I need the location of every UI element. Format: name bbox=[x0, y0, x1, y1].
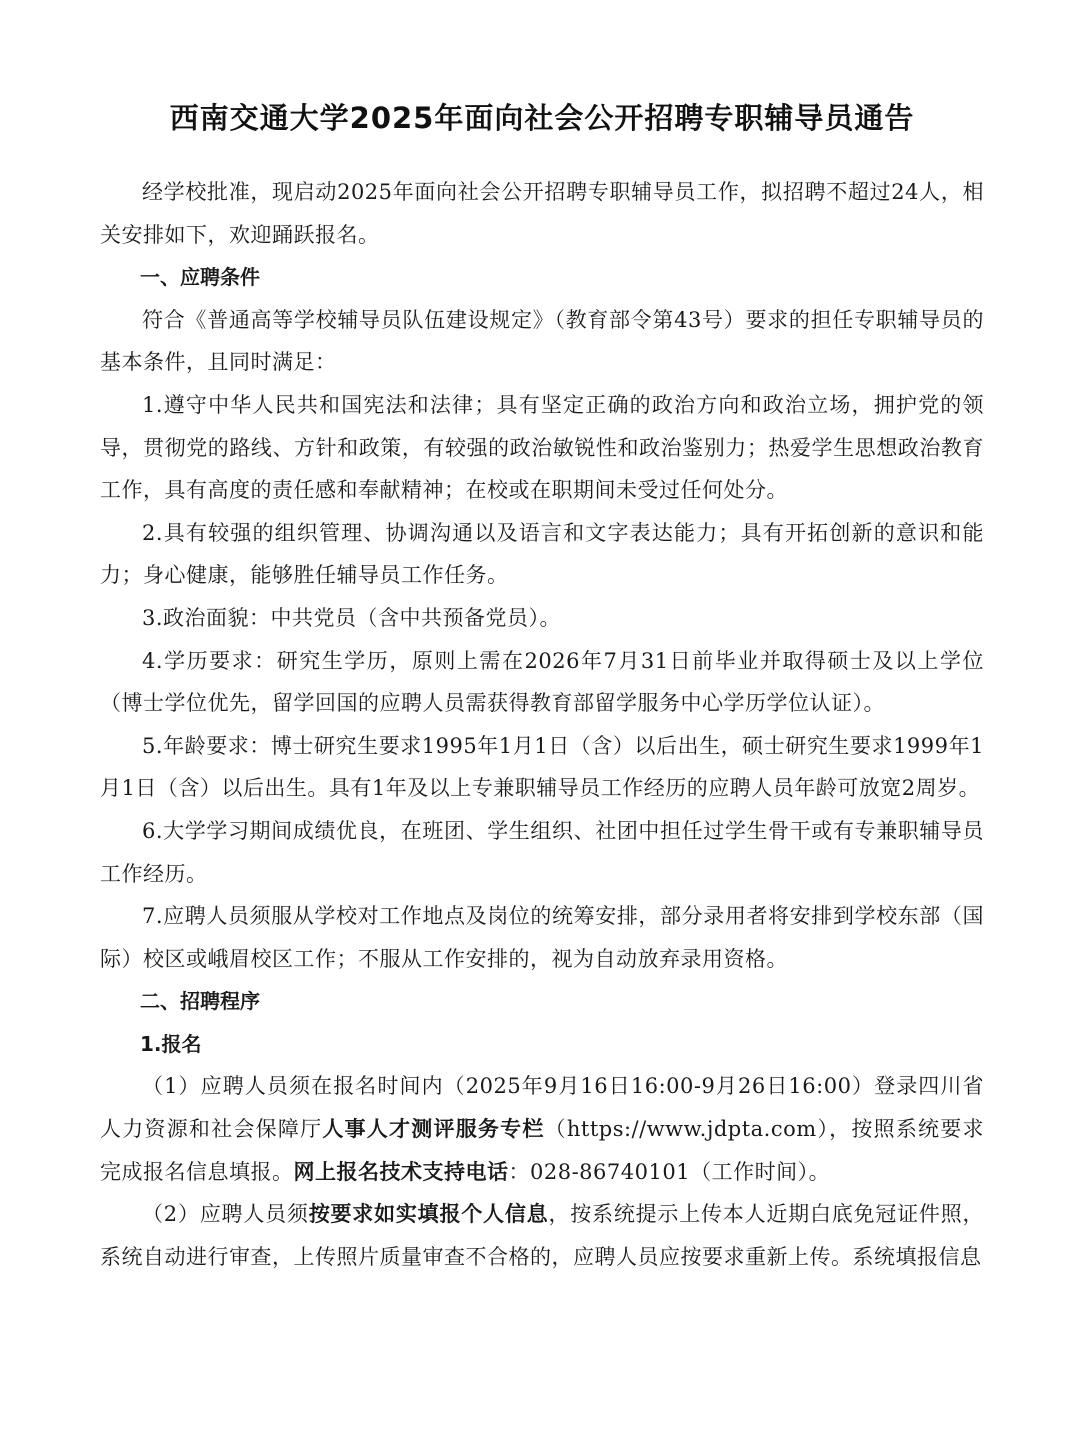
reg1-text-e: ：028-86740101（工作时间）。 bbox=[508, 1159, 831, 1184]
section2-heading: 二、招聘程序 bbox=[140, 989, 260, 1014]
section1-lead: 符合《普通高等学校辅导员队伍建设规定》（教育部令第43号）要求的担任专职辅导员的基本条件，且同时满足： bbox=[100, 307, 984, 375]
condition-item-1: 1.遵守中华人民共和国宪法和法律；具有坚定正确的政治方向和政治立场，拥护党的领导，贯彻党的路线、方针和政策，有较强的政治敏锐性和政治鉴别力；热爱学生思想政治教育工作，具有高度的责任感和奉献精神；在校或在职期间未受过任何处分。 bbox=[100, 392, 984, 503]
reg1-text-a: （1）应聘人员须在报名时间内（2025年9月16日16:00-9月26日16:00）登录四川省人力资源和社会保障厅 bbox=[100, 1074, 984, 1142]
reg1-service-column: 人事人才测评服务专栏 bbox=[322, 1117, 545, 1142]
reg1-text-c: （https://www.jdpta.com），按照系统要求完成报名信息填报。 bbox=[100, 1117, 985, 1184]
document-title: 西南交通大学2025年面向社会公开招聘专职辅导员通告 bbox=[169, 101, 915, 135]
registration-heading: 1.报名 bbox=[140, 1031, 202, 1056]
reg2-truthful-info: 按要求如实填报个人信息 bbox=[308, 1202, 549, 1227]
reg2-text-c: ，按系统提示上传本人近期白底免冠证件照，系统自动进行审查，上传照片质量审查不合格的，应聘人员应按要求重新上传。系统填报信息 bbox=[100, 1202, 984, 1269]
condition-item-3: 3.政治面貌：中共党员（含中共预备党员）。 bbox=[142, 605, 562, 630]
condition-item-6: 6.大学学习期间成绩优良，在班团、学生组织、社团中担任过学生骨干或有专兼职辅导员工作经历。 bbox=[100, 818, 984, 886]
condition-item-7: 7.应聘人员须服从学校对工作地点及岗位的统筹安排，部分录用者将安排到学校东部（国际）校区或峨眉校区工作；不服从工作安排的，视为自动放弃录用资格。 bbox=[100, 904, 984, 971]
registration-paragraph-2 bbox=[100, 1193, 984, 1278]
condition-item-5: 5.年龄要求：博士研究生要求1995年1月1日（含）以后出生，硕士研究生要求1999年1月1日（含）以后出生。具有1年及以上专兼职辅导员工作经历的应聘人员年龄可放宽2周岁。 bbox=[100, 733, 984, 801]
intro-paragraph: 经学校批准，现启动2025年面向社会公开招聘专职辅导员工作，拟招聘不超过24人，相关安排如下，欢迎踊跃报名。 bbox=[100, 180, 984, 247]
reg2-text-a: （2）应聘人员须 bbox=[142, 1202, 309, 1227]
document-page bbox=[100, 96, 984, 1278]
condition-item-4: 4.学历要求：研究生学历，原则上需在2026年7月31日前毕业并取得硕士及以上学位（博士学位优先，留学回国的应聘人员需获得教育部留学服务中心学历学位认证）。 bbox=[100, 648, 984, 716]
registration-paragraph-1 bbox=[100, 1065, 984, 1193]
section1-heading: 一、应聘条件 bbox=[140, 265, 260, 290]
condition-item-2: 2.具有较强的组织管理、协调沟通以及语言和文字表达能力；具有开拓创新的意识和能力；身心健康，能够胜任辅导员工作任务。 bbox=[100, 520, 984, 588]
reg1-support-phone-label: 网上报名技术支持电话 bbox=[293, 1159, 509, 1184]
